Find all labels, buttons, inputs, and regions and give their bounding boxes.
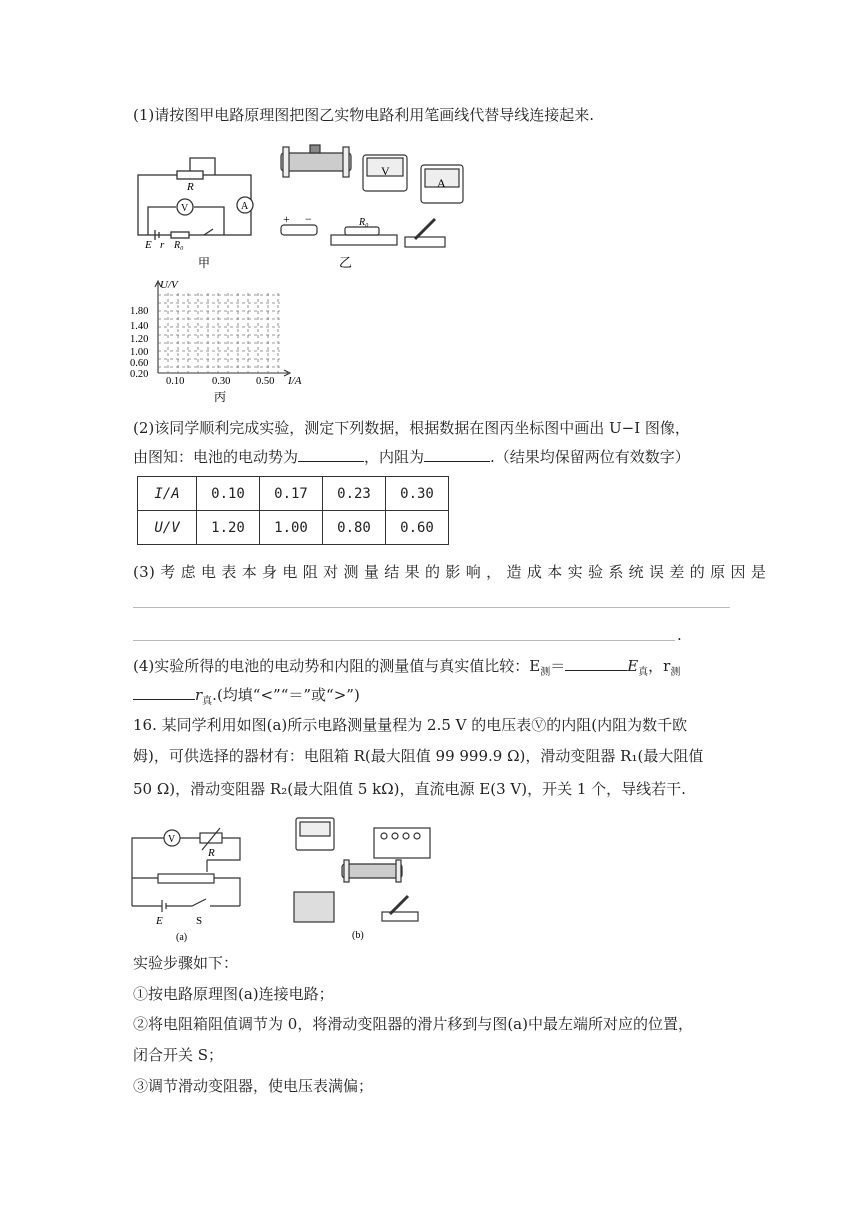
table-cell: 0.30	[386, 477, 449, 511]
battery-plus-label: +	[283, 212, 290, 226]
q4-eq: ＝	[550, 657, 566, 675]
question-2-line-2	[133, 446, 690, 468]
step-1: ①按电路原理图(a)连接电路；	[133, 985, 334, 1003]
step-3: ③调节滑动变阻器，使电压表满偏；	[133, 1077, 374, 1095]
apparatus-voltmeter-label: V	[381, 164, 390, 178]
y-tick-label: 1.40	[130, 321, 149, 332]
figure-caption-jia: 甲	[198, 256, 211, 270]
question-2-line-1: (2)该同学顺利完成实验，测定下列数据，根据数据在图丙坐标图中画出 U−I 图像，	[133, 419, 690, 437]
table-cell: 0.23	[323, 477, 386, 511]
table-cell: 0.80	[323, 511, 386, 545]
y-tick-label: 0.20	[130, 369, 149, 380]
q4-tail: .(均填“<”“＝”或“>”)	[212, 686, 360, 704]
table-cell: 1.00	[260, 511, 323, 545]
internal-resistance-answer-blank[interactable]	[424, 446, 490, 462]
y-tick-label: 1.20	[130, 334, 149, 345]
voltmeter-label: V	[181, 203, 189, 214]
ammeter-label: A	[241, 201, 249, 212]
resistance-compare-blank[interactable]	[133, 684, 195, 700]
question-16-line-3: 50 Ω)，滑动变阻器 R₂(最大阻值 5 kΩ)，直流电源 E(3 V)，开关 1 个，导线若干.	[133, 780, 686, 798]
y-tick-label: 0.60	[130, 358, 149, 369]
circuit-a-r-label: R	[208, 847, 215, 859]
apparatus-ammeter-label: A	[437, 176, 446, 190]
apparatus-figure-yi	[275, 143, 475, 271]
answer-line[interactable]	[133, 607, 730, 608]
question-3-text: (3) 考 虑 电 表 本 身 电 阻 对 测 量 结 果 的 影 响 ， 造 成 本 实 验 系 统 误 差 的 原 因 是	[133, 563, 767, 581]
table-cell: 0.17	[260, 477, 323, 511]
question-16-line-1: 16. 某同学利用如图(a)所示电路测量量程为 2.5 V 的电压表Ⓥ的内阻(内阻为数千欧	[133, 716, 688, 734]
circuit-diagram-a	[122, 818, 252, 944]
emf-answer-blank[interactable]	[298, 446, 364, 462]
circuit-diagram-jia	[133, 150, 263, 272]
y-tick-label: 1.80	[130, 306, 149, 317]
q4-comma-r: ，r	[648, 657, 671, 675]
question-4-line-2	[133, 684, 360, 713]
q4-r-true: r	[195, 686, 203, 704]
x-tick-label: 0.50	[256, 376, 275, 387]
sub-true: 真	[638, 667, 649, 678]
table-cell: 0.10	[197, 477, 260, 511]
q3-end-period: .	[677, 626, 682, 644]
table-header-cell: U/V	[138, 511, 197, 545]
label-r0: R₀	[174, 240, 184, 251]
question-16-line-2: 姆)，可供选择的器材有：电阻箱 R(最大阻值 99 999.9 Ω)，滑动变阻器 R₁(最大阻值	[133, 747, 704, 765]
table-row	[138, 477, 449, 511]
steps-intro: 实验步骤如下：	[133, 954, 239, 972]
q2-text-b: ，内阻为	[364, 448, 425, 466]
y-axis-label: U/V	[160, 279, 178, 291]
circuit-a-s-label: S	[196, 915, 203, 927]
q4-e-true: E	[627, 657, 639, 675]
sub-measured: 测	[540, 667, 551, 678]
label-small-r: r	[160, 239, 165, 251]
graph-grid-bing	[128, 277, 318, 405]
emf-compare-blank[interactable]	[565, 655, 627, 671]
sub-true-r: 真	[202, 696, 213, 707]
figure-caption-a: (a)	[176, 932, 188, 943]
q2-text-c: .（结果均保留两位有效数字）	[490, 448, 690, 466]
dashed-grid	[158, 293, 280, 373]
table-cell: 0.60	[386, 511, 449, 545]
data-table	[137, 476, 449, 545]
x-axis-label: I/A	[288, 375, 302, 387]
circuit-a-e-label: E	[156, 915, 163, 927]
step-2-line-1: ②将电阻箱阻值调节为 0，将滑动变阻器的滑片移到与图(a)中最左端所对应的位置，	[133, 1015, 693, 1033]
answer-line[interactable]	[133, 640, 675, 641]
x-tick-label: 0.10	[166, 376, 185, 387]
figure-caption-b: (b)	[352, 930, 364, 941]
circuit-a-voltmeter-label: V	[168, 834, 176, 845]
q2-text-a: 由图知：电池的电动势为	[133, 448, 299, 466]
label-r: R	[187, 181, 194, 193]
apparatus-figure-b	[292, 814, 442, 944]
apparatus-r0-label: R₀	[359, 217, 369, 228]
figure-caption-yi: 乙	[339, 255, 353, 270]
sub-measured-r: 测	[670, 667, 681, 678]
x-tick-label: 0.30	[212, 376, 231, 387]
battery-minus-label: −	[305, 212, 312, 226]
figure-caption-bing: 丙	[214, 390, 227, 404]
table-cell: 1.20	[197, 511, 260, 545]
label-e: E	[145, 239, 152, 251]
table-row	[138, 511, 449, 545]
step-2-line-2: 闭合开关 S；	[133, 1046, 224, 1064]
question-1-text: (1)请按图甲电路原理图把图乙实物电路利用笔画线代替导线连接起来.	[133, 106, 595, 124]
question-4-line-1	[133, 655, 680, 684]
y-tick-label: 1.00	[130, 347, 149, 358]
q4-text-a: (4)实验所得的电池的电动势和内阻的测量值与真实值比较：E	[133, 657, 541, 675]
table-header-cell: I/A	[138, 477, 197, 511]
